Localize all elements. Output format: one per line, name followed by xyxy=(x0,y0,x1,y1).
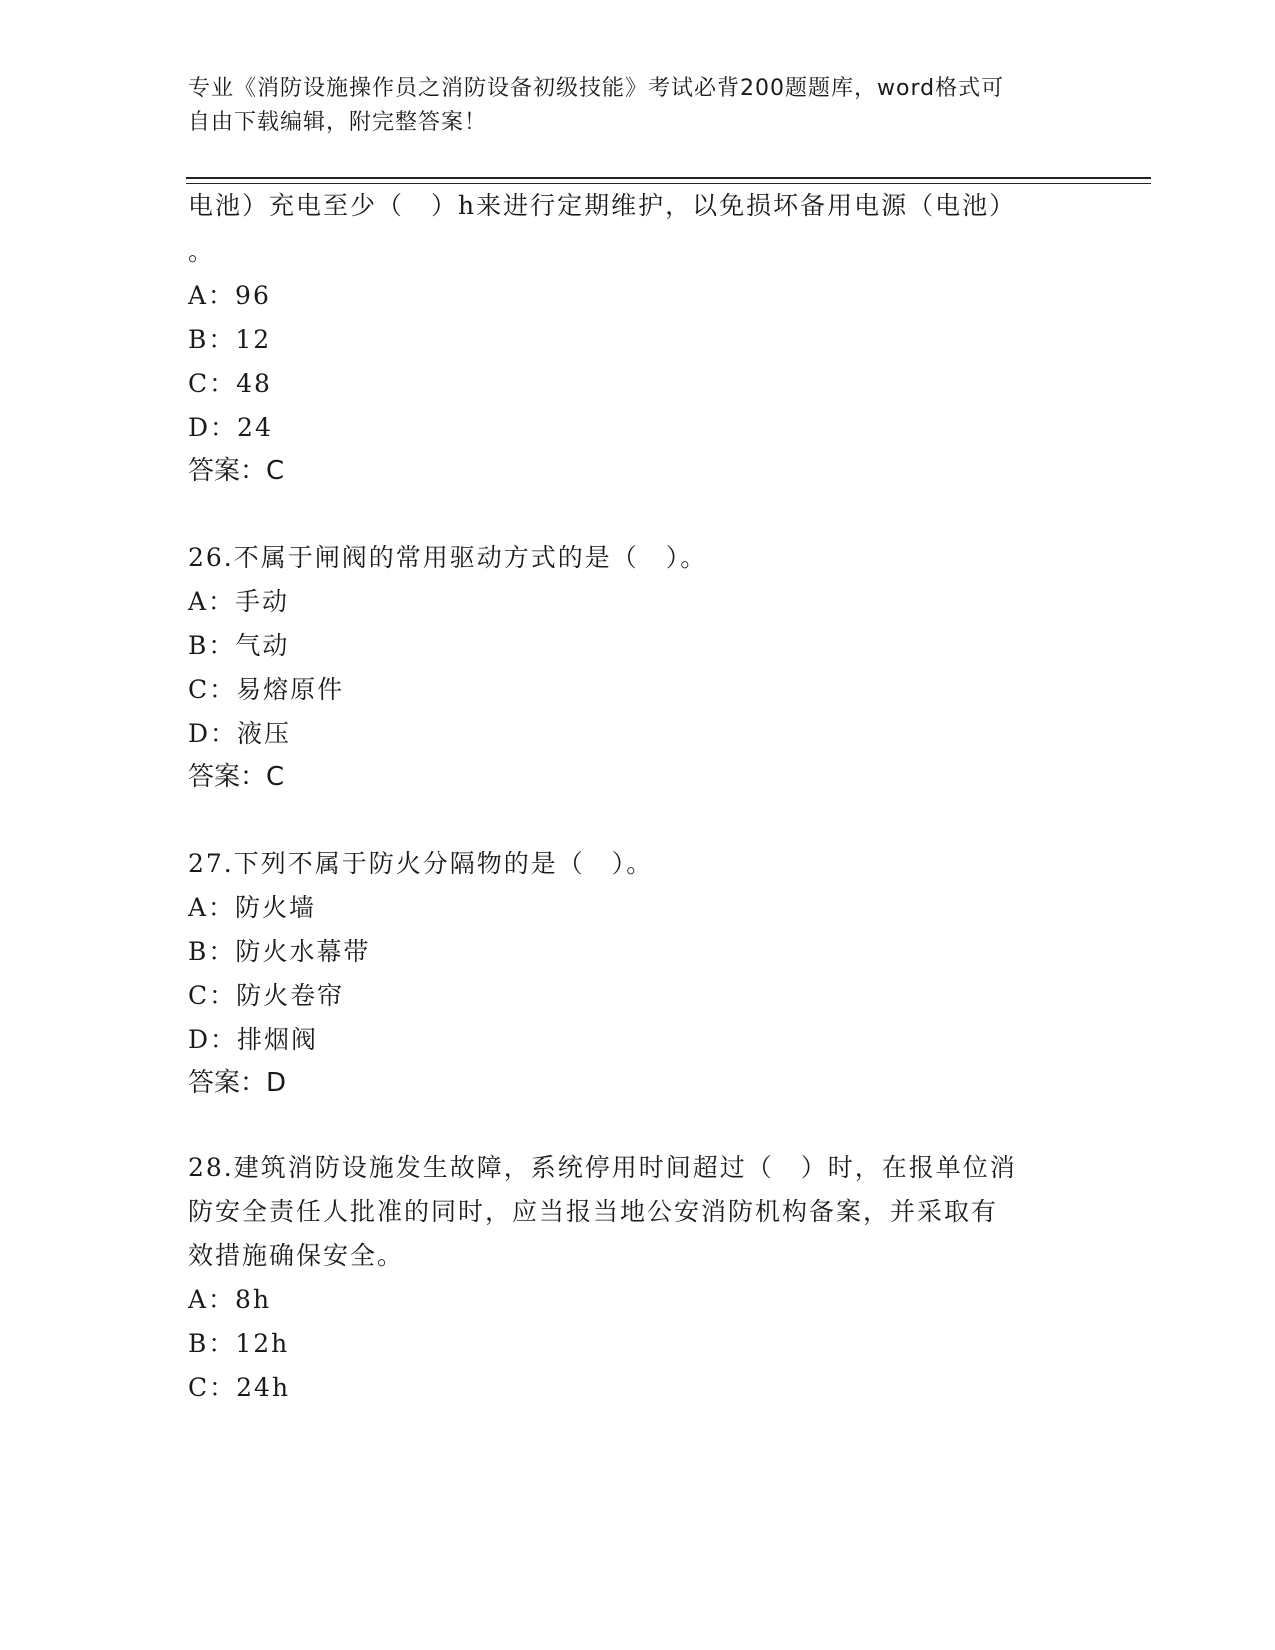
q27-question: 27.下列不属于防火分隔物的是（ ）。 xyxy=(188,849,654,878)
q25-answer: 答案：C xyxy=(188,456,285,486)
header-divider-thick xyxy=(186,177,1151,179)
q25-option-d: D：24 xyxy=(188,413,273,442)
header-line-2: 自由下载编辑，附完整答案！ xyxy=(188,110,488,135)
q28-option-a: A：8h xyxy=(188,1285,272,1314)
q27-option-a: A：防火墙 xyxy=(188,893,317,922)
q26-question: 26.不属于闸阀的常用驱动方式的是（ ）。 xyxy=(188,543,708,572)
q28-option-b: B：12h xyxy=(188,1329,290,1358)
q25-option-c: C：48 xyxy=(188,369,272,398)
header-line-1: 专业《消防设施操作员之消防设备初级技能》考试必背200题题库，word格式可 xyxy=(188,76,1005,101)
q27-answer: 答案：D xyxy=(188,1068,287,1098)
q26-option-a: A：手动 xyxy=(188,587,290,616)
q28-question-line-3: 效措施确保安全。 xyxy=(188,1241,405,1270)
q26-option-c: C：易熔原件 xyxy=(188,675,345,704)
document-header xyxy=(188,72,1088,140)
q26-option-d: D：液压 xyxy=(188,719,292,748)
header-divider-thin xyxy=(186,183,1151,184)
q27-option-d: D：排烟阀 xyxy=(188,1025,319,1054)
q25-text-line-2: 。 xyxy=(188,237,216,266)
q28-question-line-2: 防安全责任人批准的同时，应当报当地公安消防机构备案，并采取有 xyxy=(188,1197,999,1226)
q28-question-line-1: 28.建筑消防设施发生故障，系统停用时间超过（ ）时，在报单位消 xyxy=(188,1153,1017,1182)
q26-option-b: B：气动 xyxy=(188,631,290,660)
q28-option-c: C：24h xyxy=(188,1373,291,1402)
q26-answer: 答案：C xyxy=(188,762,285,792)
q25-text-line-1: 电池）充电至少（ ）h来进行定期维护，以免损坏备用电源（电池） xyxy=(188,191,1017,220)
q25-option-b: B：12 xyxy=(188,325,272,354)
q27-option-c: C：防火卷帘 xyxy=(188,981,345,1010)
q25-option-a: A：96 xyxy=(188,281,271,310)
q27-option-b: B：防火水幕带 xyxy=(188,937,371,966)
